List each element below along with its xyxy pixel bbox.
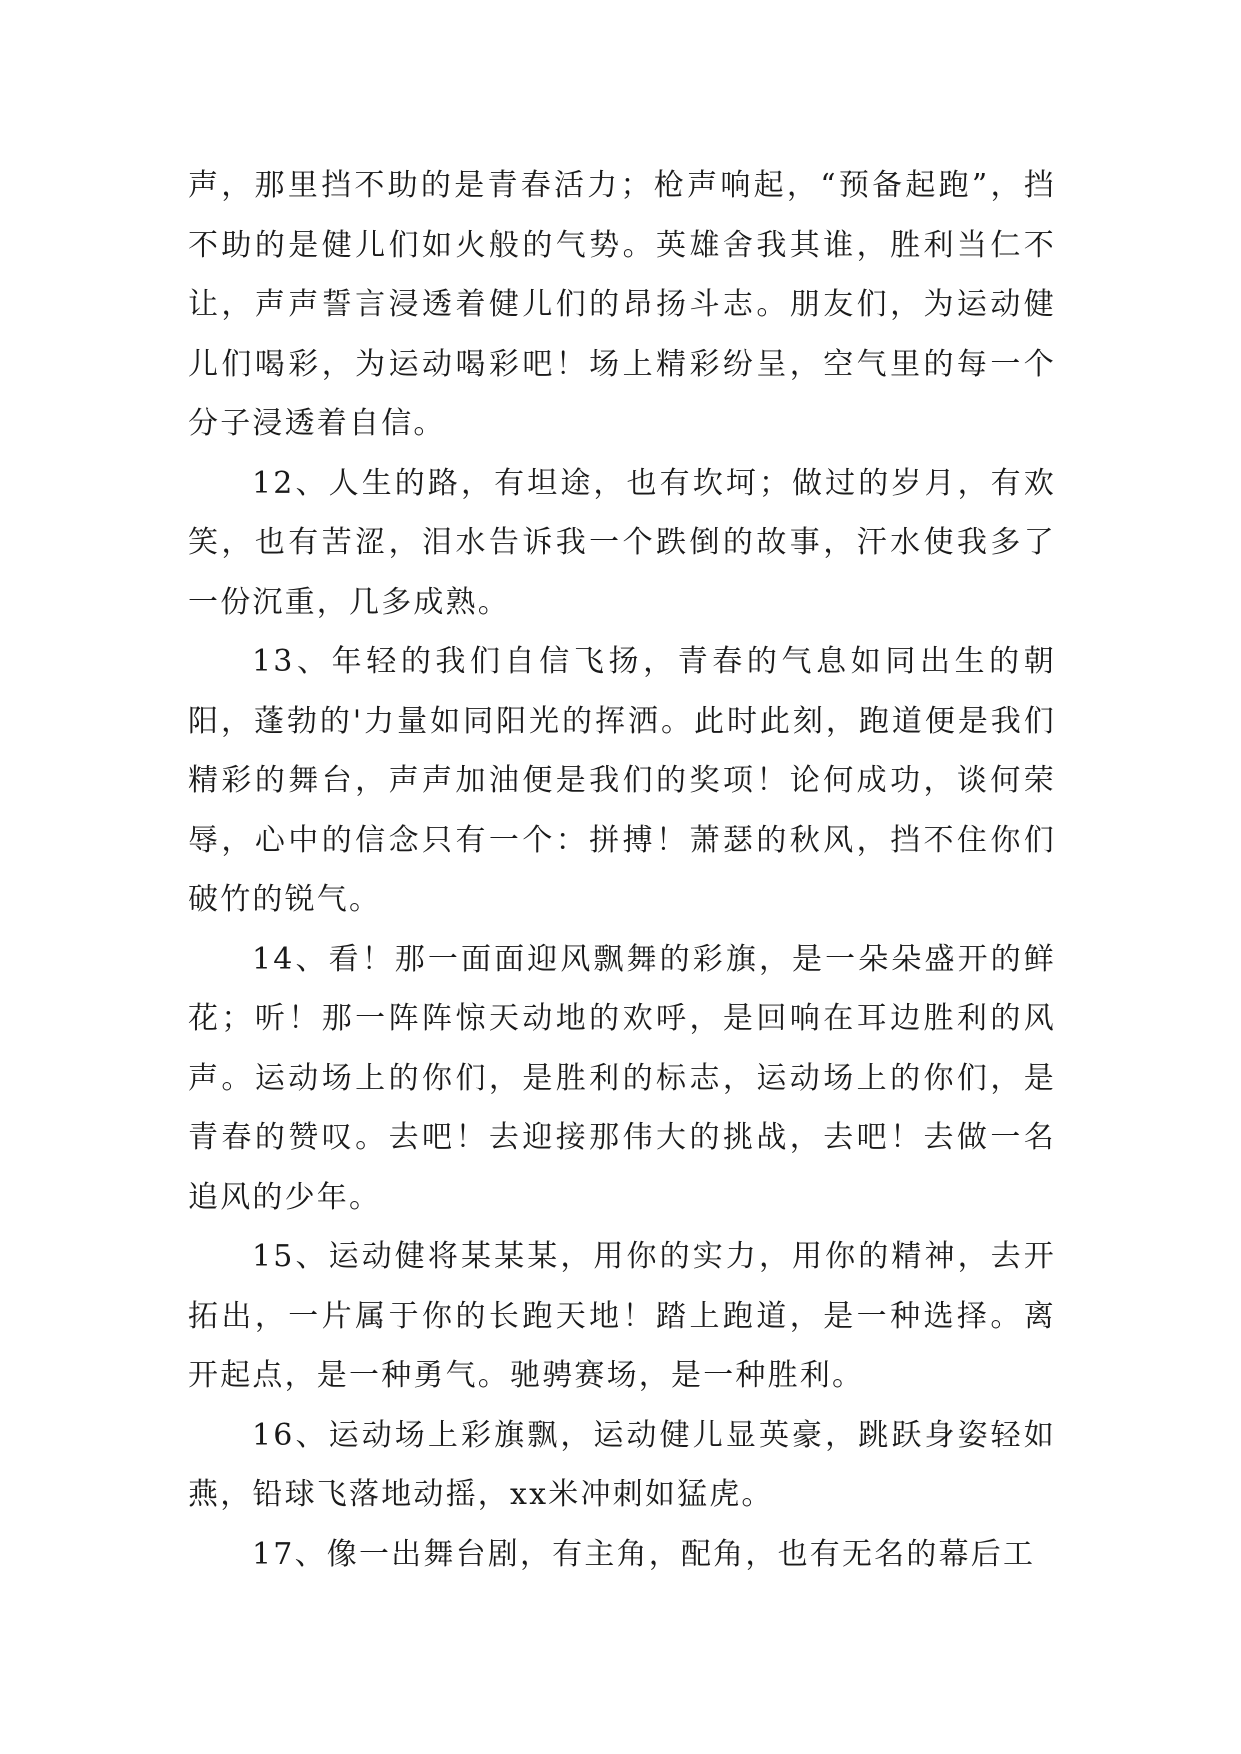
- paragraph-12: 12、人生的路，有坦途，也有坎坷；做过的岁月，有欢笑，也有苦涩，泪水告诉我一个跌倒的故事，汗水使我多了一份沉重，几多成熟。: [188, 465, 1056, 620]
- paragraph-16: 16、运动场上彩旗飘，运动健儿显英豪，跳跃身姿轻如燕，铅球飞落地动摇，xx米冲刺如猛虎。: [188, 1417, 1056, 1512]
- paragraph-continued: 声，那里挡不助的是青春活力；枪声响起，“预备起跑”，挡不助的是健儿们如火般的气势。英雄舍我其谁，胜利当仁不让，声声誓言浸透着健儿们的昂扬斗志。朋友们，为运动健儿们喝彩，为运动喝彩吧！场上精彩纷呈，空气里的每一个分子浸透着自信。: [188, 168, 1056, 441]
- paragraph-15: 15、运动健将某某某，用你的实力，用你的精神，去开拓出，一片属于你的长跑天地！踏上跑道，是一种选择。离开起点，是一种勇气。驰骋赛场，是一种胜利。: [188, 1239, 1056, 1393]
- document-body: [188, 156, 1056, 1584]
- paragraph-17: 17、像一出舞台剧，有主角，配角，也有无名的幕后工: [252, 1536, 1036, 1572]
- paragraph-13: 13、年轻的我们自信飞扬，青春的气息如同出生的朝阳，蓬勃的'力量如同阳光的挥洒。此时此刻，跑道便是我们精彩的舞台，声声加油便是我们的奖项！论何成功，谈何荣辱，心中的信念只有一个：拼搏！萧瑟的秋风，挡不住你们破竹的锐气。: [188, 644, 1056, 917]
- paragraph-14: 14、看！那一面面迎风飘舞的彩旗，是一朵朵盛开的鲜花；听！那一阵阵惊天动地的欢呼，是回响在耳边胜利的风声。运动场上的你们，是胜利的标志，运动场上的你们，是青春的赞叹。去吧！去迎接那伟大的挑战，去吧！去做一名追风的少年。: [188, 941, 1056, 1215]
